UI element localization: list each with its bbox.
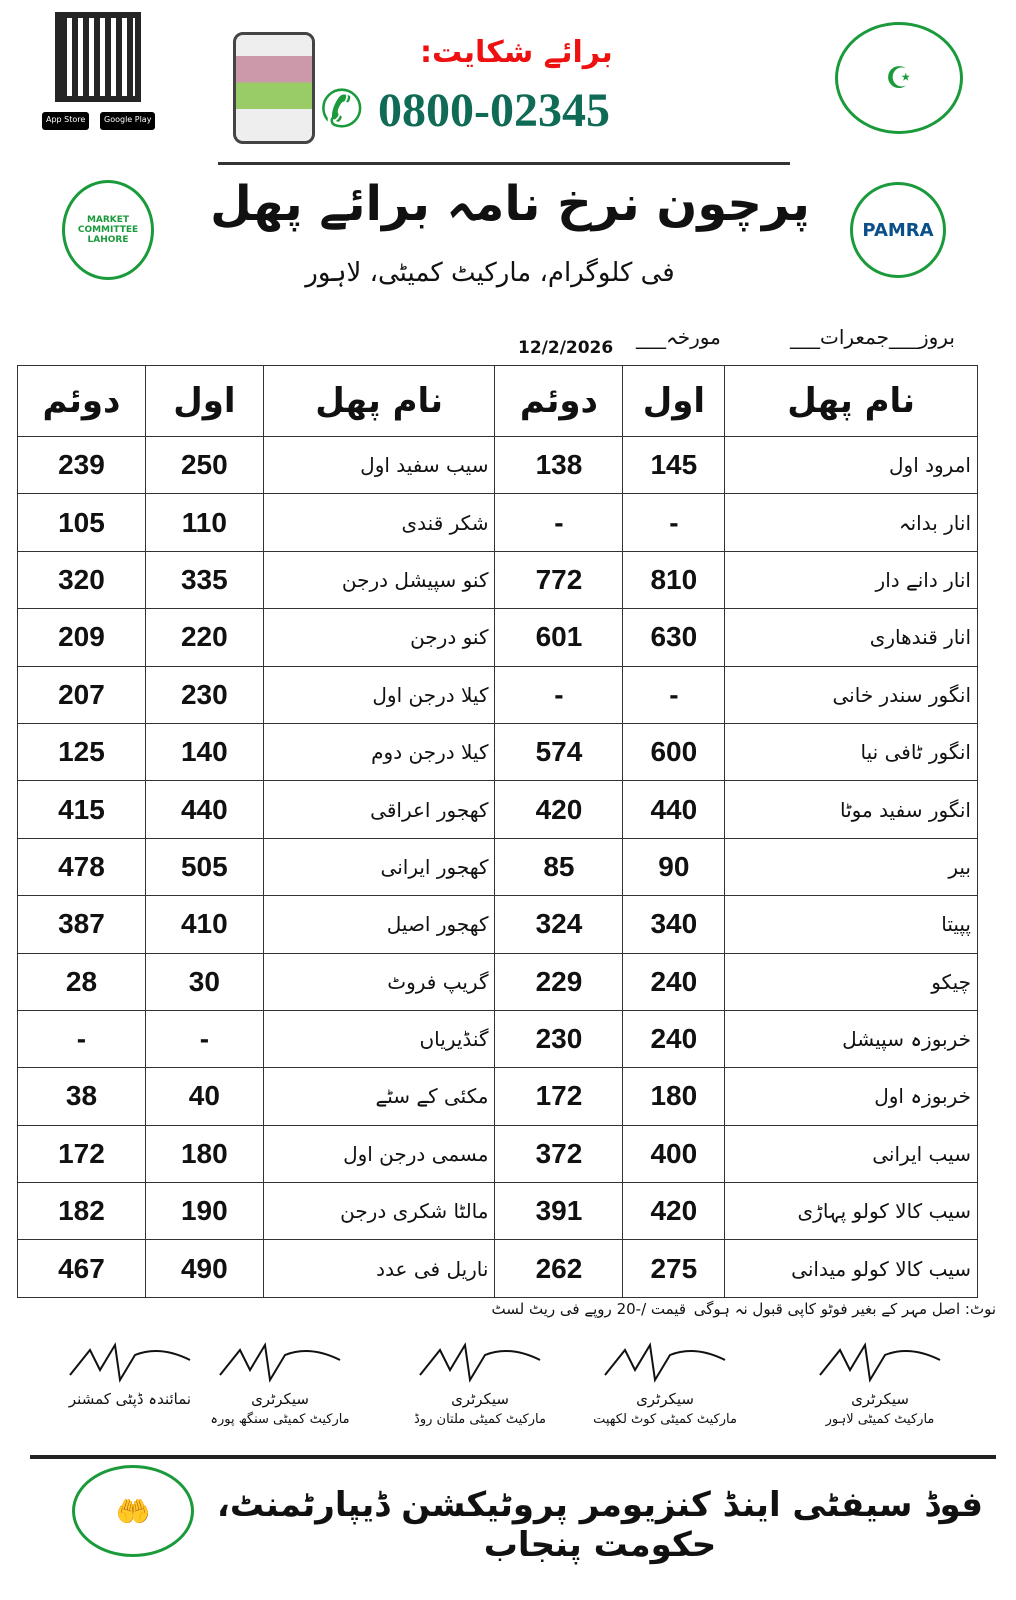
app-store-badge[interactable]: App Store <box>42 112 89 130</box>
l-second-cell: 415 <box>18 781 146 838</box>
r-first-cell: 420 <box>623 1183 725 1240</box>
google-play-badge[interactable]: Google Play <box>100 112 155 130</box>
r-second-cell: 230 <box>495 1010 623 1067</box>
qr-code <box>55 12 141 102</box>
complaint-label: برائے شکایت: <box>420 35 613 70</box>
signature <box>60 1335 200 1385</box>
table-row <box>18 896 978 953</box>
l-first-cell: 250 <box>145 437 263 494</box>
r-first-cell: 240 <box>623 953 725 1010</box>
l-first-cell: 230 <box>145 666 263 723</box>
r-name-cell: سیب کالا کولو پہاڑی <box>725 1183 978 1240</box>
l-second-cell: 320 <box>18 551 146 608</box>
l-first-cell: 30 <box>145 953 263 1010</box>
l-name-cell: ناریل فی عدد <box>263 1240 495 1297</box>
l-second-cell: 125 <box>18 723 146 780</box>
table-row <box>18 838 978 895</box>
table-row <box>18 666 978 723</box>
signatory-title: سیکرٹری <box>451 1390 509 1408</box>
r-second-cell: 601 <box>495 609 623 666</box>
l-second-cell: 239 <box>18 437 146 494</box>
signature <box>410 1335 550 1385</box>
l-first-cell: 140 <box>145 723 263 780</box>
date-label: مورخہ___ <box>636 325 721 349</box>
table-row <box>18 494 978 551</box>
l-first-cell: 190 <box>145 1183 263 1240</box>
table-row <box>18 1010 978 1067</box>
l-second-cell: 105 <box>18 494 146 551</box>
l-name-cell: گریپ فروٹ <box>263 953 495 1010</box>
l-first-cell: 220 <box>145 609 263 666</box>
l-first-cell: 490 <box>145 1240 263 1297</box>
l-second-cell: 387 <box>18 896 146 953</box>
l-name-cell: کنو سپیشل درجن <box>263 551 495 608</box>
phone-icon: ✆ <box>320 84 364 136</box>
r-name-cell: سیب کالا کولو میدانی <box>725 1240 978 1297</box>
r-second-cell: 372 <box>495 1125 623 1182</box>
l-name-cell: کیلا درجن اول <box>263 666 495 723</box>
r-first-cell: 810 <box>623 551 725 608</box>
l-first-cell: - <box>145 1010 263 1067</box>
r-first-cell: 400 <box>623 1125 725 1182</box>
table-row <box>18 437 978 494</box>
r-second-cell: - <box>495 666 623 723</box>
hotline-number: 0800-02345 <box>378 84 610 137</box>
price-table <box>17 365 978 1298</box>
r-second-cell: 138 <box>495 437 623 494</box>
signatory-office: مارکیٹ کمیٹی کوٹ لکھپت <box>593 1412 737 1427</box>
r-first-cell: - <box>623 666 725 723</box>
r-first-cell: 440 <box>623 781 725 838</box>
l-name-cell: کھجور اصیل <box>263 896 495 953</box>
r-name-cell: چیکو <box>725 953 978 1010</box>
price-note: قیمت /-20 روپے فی ریٹ لسٹ <box>491 1300 686 1318</box>
department-name: فوڈ سیفٹی اینڈ کنزیومر پروٹیکشن ڈیپارٹمنٹ، حکومت پنجاب <box>216 1485 984 1565</box>
l-second-cell: 209 <box>18 609 146 666</box>
r-first-cell: 240 <box>623 1010 725 1067</box>
signature-label <box>200 1390 360 1427</box>
r-second-cell: 172 <box>495 1068 623 1125</box>
r-name-cell: انگور سفید موٹا <box>725 781 978 838</box>
r-first-cell: 275 <box>623 1240 725 1297</box>
pamra-logo: PAMRA <box>850 182 946 278</box>
l-first-cell: 505 <box>145 838 263 895</box>
divider <box>30 1455 996 1459</box>
header-name-right: نام پھل <box>725 366 978 437</box>
l-name-cell: کیلا درجن دوم <box>263 723 495 780</box>
l-second-cell: 207 <box>18 666 146 723</box>
l-first-cell: 335 <box>145 551 263 608</box>
signature-label <box>585 1390 745 1427</box>
table-row <box>18 1240 978 1297</box>
r-name-cell: امرود اول <box>725 437 978 494</box>
r-name-cell: انار بدانہ <box>725 494 978 551</box>
table-row <box>18 953 978 1010</box>
stamp-note: نوٹ: اصل مہر کے بغیر فوٹو کاپی قبول نہ ہوگی <box>693 1300 996 1318</box>
page-subtitle: فی کلوگرام، مارکیٹ کمیٹی، لاہور <box>305 258 675 288</box>
header-name-left: نام پھل <box>263 366 495 437</box>
r-name-cell: بیر <box>725 838 978 895</box>
signature-label <box>50 1390 210 1412</box>
signature <box>595 1335 735 1385</box>
l-second-cell: 478 <box>18 838 146 895</box>
signature <box>810 1335 950 1385</box>
r-name-cell: سیب ایرانی <box>725 1125 978 1182</box>
l-second-cell: 28 <box>18 953 146 1010</box>
table-row <box>18 1068 978 1125</box>
r-name-cell: انار قندھاری <box>725 609 978 666</box>
signatory-office: مارکیٹ کمیٹی ملتان روڈ <box>414 1412 546 1427</box>
signatory-title: سیکرٹری <box>251 1390 309 1408</box>
r-name-cell: انار دانے دار <box>725 551 978 608</box>
l-name-cell: گنڈیریاں <box>263 1010 495 1067</box>
r-second-cell: 324 <box>495 896 623 953</box>
header-first-left: اول <box>145 366 263 437</box>
divider <box>218 162 790 165</box>
table-row <box>18 609 978 666</box>
header-first-right: اول <box>623 366 725 437</box>
l-name-cell: مالٹا شکری درجن <box>263 1183 495 1240</box>
l-second-cell: 182 <box>18 1183 146 1240</box>
l-first-cell: 440 <box>145 781 263 838</box>
l-name-cell: کنو درجن <box>263 609 495 666</box>
l-first-cell: 40 <box>145 1068 263 1125</box>
table-row <box>18 1183 978 1240</box>
table-row <box>18 1125 978 1182</box>
l-first-cell: 410 <box>145 896 263 953</box>
r-name-cell: خربوزہ اول <box>725 1068 978 1125</box>
r-second-cell: - <box>495 494 623 551</box>
l-second-cell: - <box>18 1010 146 1067</box>
l-name-cell: کھجور ایرانی <box>263 838 495 895</box>
r-second-cell: 391 <box>495 1183 623 1240</box>
r-first-cell: 600 <box>623 723 725 780</box>
signatory-title: سیکرٹری <box>851 1390 909 1408</box>
r-first-cell: 145 <box>623 437 725 494</box>
food-safety-department-logo: 🤲 <box>72 1465 194 1557</box>
r-first-cell: 180 <box>623 1068 725 1125</box>
day-label: بروز___جمعرات___ <box>790 325 955 349</box>
signatory-office: مارکیٹ کمیٹی سنگھ پورہ <box>210 1412 350 1427</box>
r-second-cell: 772 <box>495 551 623 608</box>
r-second-cell: 85 <box>495 838 623 895</box>
date-value: 12/2/2026 <box>518 338 614 358</box>
r-first-cell: 90 <box>623 838 725 895</box>
r-name-cell: پپیتا <box>725 896 978 953</box>
r-second-cell: 229 <box>495 953 623 1010</box>
l-name-cell: شکر قندی <box>263 494 495 551</box>
app-phone-image <box>233 32 315 144</box>
l-name-cell: مکئی کے سٹے <box>263 1068 495 1125</box>
l-name-cell: مسمی درجن اول <box>263 1125 495 1182</box>
l-second-cell: 172 <box>18 1125 146 1182</box>
l-first-cell: 180 <box>145 1125 263 1182</box>
r-first-cell: 340 <box>623 896 725 953</box>
r-second-cell: 574 <box>495 723 623 780</box>
punjab-government-logo: ☪ <box>835 22 963 134</box>
signatory-title: سیکرٹری <box>636 1390 694 1408</box>
table-row <box>18 551 978 608</box>
r-first-cell: - <box>623 494 725 551</box>
header-second-right: دوئم <box>495 366 623 437</box>
signature-label <box>400 1390 560 1427</box>
l-first-cell: 110 <box>145 494 263 551</box>
r-name-cell: انگور سندر خانی <box>725 666 978 723</box>
l-second-cell: 467 <box>18 1240 146 1297</box>
r-second-cell: 262 <box>495 1240 623 1297</box>
r-first-cell: 630 <box>623 609 725 666</box>
l-name-cell: کھجور اعراقی <box>263 781 495 838</box>
signature <box>210 1335 350 1385</box>
signature-label <box>800 1390 960 1427</box>
signatory-title: نمائندہ ڈپٹی کمشنر <box>68 1390 192 1408</box>
r-name-cell: انگور ٹافی نیا <box>725 723 978 780</box>
r-second-cell: 420 <box>495 781 623 838</box>
l-second-cell: 38 <box>18 1068 146 1125</box>
page-title: پرچون نرخ نامہ برائے پھل <box>210 176 810 232</box>
header-second-left: دوئم <box>18 366 146 437</box>
l-name-cell: سیب سفید اول <box>263 437 495 494</box>
signatory-office: مارکیٹ کمیٹی لاہور <box>825 1412 935 1427</box>
r-name-cell: خربوزہ سپیشل <box>725 1010 978 1067</box>
market-committee-logo: MARKET COMMITTEE LAHORE <box>62 180 154 280</box>
table-row <box>18 781 978 838</box>
table-row <box>18 723 978 780</box>
